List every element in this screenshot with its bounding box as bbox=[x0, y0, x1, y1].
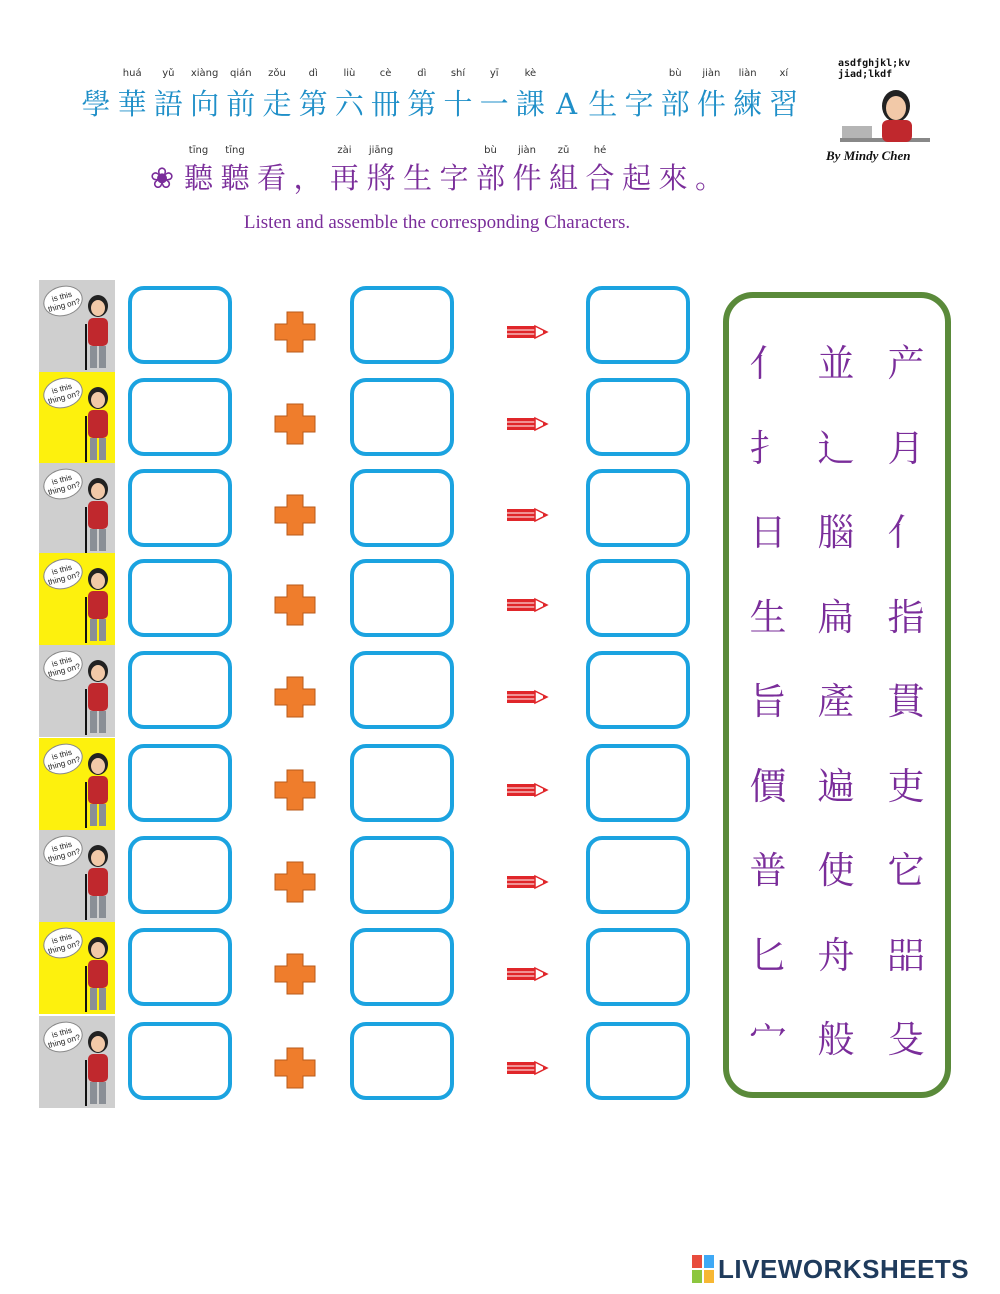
pinyin-label: liàn bbox=[738, 68, 757, 79]
subtitle-char: 組 bbox=[548, 161, 578, 195]
subtitle-char: 將 bbox=[366, 161, 396, 195]
pencil-icon bbox=[507, 1060, 549, 1076]
plus-icon bbox=[273, 768, 317, 812]
speech-bubble: is this thing on? bbox=[40, 1017, 86, 1056]
pinyin-label: zǒu bbox=[268, 68, 286, 79]
draggable-component[interactable]: 殳 bbox=[887, 1018, 925, 1061]
audio-play-button[interactable] bbox=[39, 645, 115, 737]
subtitle-char: 來 bbox=[658, 161, 688, 195]
speech-bubble: is this thing on? bbox=[40, 464, 86, 503]
component-box-2[interactable] bbox=[350, 836, 454, 914]
component-box-2[interactable] bbox=[350, 559, 454, 637]
component-box-1[interactable] bbox=[128, 651, 232, 729]
component-box-2[interactable] bbox=[350, 286, 454, 364]
draggable-component[interactable]: 舟 bbox=[817, 933, 855, 977]
pinyin-label: tīng bbox=[188, 145, 209, 156]
subtitle-char: 看 bbox=[256, 161, 286, 195]
pinyin-label: kè bbox=[524, 68, 537, 79]
pinyin-label: cè bbox=[379, 68, 392, 79]
audio-play-button[interactable] bbox=[39, 463, 115, 555]
draggable-component[interactable]: 吏 bbox=[887, 764, 925, 808]
draggable-component[interactable]: 亻 bbox=[887, 511, 925, 554]
subtitle-char: ， bbox=[293, 161, 323, 195]
component-box-2[interactable] bbox=[350, 469, 454, 547]
title-char: 向 bbox=[190, 87, 220, 121]
subtitle-char: 聽 bbox=[220, 161, 250, 195]
title-char: 語 bbox=[153, 87, 183, 121]
title-char: 字 bbox=[624, 87, 654, 121]
component-box-2[interactable] bbox=[350, 928, 454, 1006]
answer-box[interactable] bbox=[586, 836, 690, 914]
title-char: 課 bbox=[515, 87, 545, 121]
plus-icon bbox=[273, 860, 317, 904]
draggable-component[interactable]: 扌 bbox=[749, 426, 787, 470]
draggable-component[interactable]: 辶 bbox=[817, 426, 855, 470]
title-char: A bbox=[556, 87, 578, 121]
pinyin-label: yǔ bbox=[162, 68, 175, 79]
title-char: 習 bbox=[769, 87, 799, 121]
speaker-avatar-icon bbox=[84, 752, 112, 828]
pinyin-label: bù bbox=[484, 145, 497, 156]
footer-brand: LIVEWORKSHEETS bbox=[718, 1253, 970, 1284]
instruction-english: Listen and assemble the corresponding Characters. bbox=[243, 212, 631, 233]
draggable-component[interactable]: 腦 bbox=[817, 511, 855, 554]
pencil-icon bbox=[507, 966, 549, 982]
worksheet-row bbox=[0, 830, 720, 920]
worksheet-row bbox=[0, 280, 720, 370]
liveworksheets-logo-icon bbox=[692, 1255, 714, 1283]
subtitle-char: 生 bbox=[402, 161, 432, 195]
title-char: 練 bbox=[733, 87, 763, 121]
speech-bubble: is this thing on? bbox=[40, 739, 86, 778]
draggable-component[interactable]: 亻 bbox=[749, 342, 787, 385]
audio-play-button[interactable] bbox=[39, 280, 115, 372]
pinyin-label: dì bbox=[417, 68, 427, 79]
component-box-1[interactable] bbox=[128, 286, 232, 364]
plus-icon bbox=[273, 1046, 317, 1090]
speaker-avatar-icon bbox=[84, 844, 112, 920]
worksheet-row bbox=[0, 553, 720, 643]
speaker-avatar-icon bbox=[84, 477, 112, 553]
component-box-1[interactable] bbox=[128, 378, 232, 456]
plus-icon bbox=[273, 310, 317, 354]
component-box-2[interactable] bbox=[350, 651, 454, 729]
speaker-avatar-icon bbox=[84, 936, 112, 1012]
draggable-component[interactable]: 扁 bbox=[817, 595, 855, 639]
speaker-avatar-icon bbox=[84, 294, 112, 370]
speaker-avatar-icon bbox=[84, 386, 112, 462]
speaker-avatar-icon bbox=[84, 567, 112, 643]
worksheet-row bbox=[0, 922, 720, 1012]
speech-bubble: is this thing on? bbox=[40, 646, 86, 685]
speech-bubble: is this thing on? bbox=[40, 281, 86, 320]
pencil-icon bbox=[507, 782, 549, 798]
worksheet-row bbox=[0, 463, 720, 553]
worksheet-row bbox=[0, 372, 720, 462]
pinyin-label: liù bbox=[343, 68, 356, 79]
pinyin-label: hé bbox=[593, 145, 607, 156]
title-char: 生 bbox=[588, 87, 618, 121]
component-box-2[interactable] bbox=[350, 1022, 454, 1100]
pinyin-label: tīng bbox=[225, 145, 245, 156]
pinyin-label: bù bbox=[668, 68, 682, 79]
title-char: 學 bbox=[81, 87, 111, 121]
subtitle-char: 聽 bbox=[183, 161, 213, 195]
answer-box[interactable] bbox=[586, 1022, 690, 1100]
title-char: 走 bbox=[262, 87, 292, 121]
draggable-component[interactable]: 使 bbox=[817, 849, 855, 892]
draggable-component[interactable]: 普 bbox=[749, 849, 787, 892]
subtitle-char: 再 bbox=[329, 161, 359, 195]
pinyin-label: jiàn bbox=[702, 68, 721, 79]
component-box-2[interactable] bbox=[350, 378, 454, 456]
title-char: 前 bbox=[226, 87, 256, 121]
draggable-component[interactable]: 產 bbox=[817, 680, 855, 723]
draggable-component[interactable]: 㗊 bbox=[887, 933, 925, 977]
pencil-icon bbox=[507, 689, 549, 705]
answer-box[interactable] bbox=[586, 744, 690, 822]
speech-bubble: is this thing on? bbox=[40, 373, 86, 412]
audio-play-button[interactable] bbox=[39, 372, 115, 464]
pinyin-label: zǔ bbox=[557, 145, 570, 156]
audio-play-button[interactable] bbox=[39, 553, 115, 645]
pencil-icon bbox=[507, 507, 549, 523]
answer-box[interactable] bbox=[586, 286, 690, 364]
draggable-component[interactable]: 生 bbox=[749, 595, 787, 639]
plus-icon bbox=[273, 493, 317, 537]
speech-bubble: is this thing on? bbox=[40, 554, 86, 593]
draggable-component[interactable]: 宀 bbox=[749, 1018, 787, 1061]
speech-bubble: is this thing on? bbox=[40, 923, 86, 962]
audio-play-button[interactable] bbox=[39, 1016, 115, 1108]
draggable-component[interactable]: 般 bbox=[817, 1018, 855, 1061]
title-char: 華 bbox=[117, 87, 147, 121]
answer-box[interactable] bbox=[586, 559, 690, 637]
title-char: 件 bbox=[696, 87, 726, 121]
pinyin-label: dì bbox=[308, 68, 318, 79]
component-box-1[interactable] bbox=[128, 559, 232, 637]
plus-icon bbox=[273, 583, 317, 627]
pinyin-label: shí bbox=[450, 68, 466, 79]
speaker-avatar-icon bbox=[84, 1030, 112, 1106]
component-box-1[interactable] bbox=[128, 469, 232, 547]
title-char: 一 bbox=[479, 87, 509, 121]
pinyin-label: jiàn bbox=[517, 145, 537, 156]
draggable-component[interactable]: 它 bbox=[887, 849, 925, 892]
pencil-icon bbox=[507, 416, 549, 432]
plus-icon bbox=[273, 952, 317, 996]
worksheet-row bbox=[0, 645, 720, 735]
draggable-component[interactable]: 遍 bbox=[817, 764, 855, 808]
worksheet-row bbox=[0, 738, 720, 828]
component-box-1[interactable] bbox=[128, 1022, 232, 1100]
plus-icon bbox=[273, 675, 317, 719]
draggable-component[interactable]: 旨 bbox=[749, 680, 787, 723]
pinyin-label: yī bbox=[489, 68, 499, 79]
title-char: 第 bbox=[407, 87, 437, 121]
pinyin-label: huá bbox=[122, 68, 142, 79]
speech-bubble: is this thing on? bbox=[40, 831, 86, 870]
title-char: 六 bbox=[334, 87, 364, 121]
draggable-component[interactable]: 指 bbox=[887, 595, 925, 639]
draggable-component[interactable]: 产 bbox=[887, 342, 925, 385]
audio-play-button[interactable] bbox=[39, 830, 115, 922]
subtitle-char: 件 bbox=[512, 161, 542, 195]
draggable-component[interactable]: 匕 bbox=[749, 933, 787, 977]
component-box-1[interactable] bbox=[128, 744, 232, 822]
pencil-icon bbox=[507, 597, 549, 613]
pinyin-label: xí bbox=[779, 68, 789, 79]
worksheet-row bbox=[0, 1016, 720, 1106]
pinyin-label: jiāng bbox=[368, 145, 394, 156]
component-box-1[interactable] bbox=[128, 928, 232, 1006]
liveworksheets-footer bbox=[692, 1252, 969, 1286]
audio-play-button[interactable] bbox=[39, 738, 115, 830]
pinyin-label: xiàng bbox=[190, 68, 219, 79]
title-char: 冊 bbox=[371, 87, 401, 121]
answer-box[interactable] bbox=[586, 928, 690, 1006]
answer-box[interactable] bbox=[586, 469, 690, 547]
answer-box[interactable] bbox=[586, 651, 690, 729]
audio-play-button[interactable] bbox=[39, 922, 115, 1014]
pinyin-label: zài bbox=[337, 145, 352, 156]
title-char: 第 bbox=[298, 87, 328, 121]
title-char: 十 bbox=[443, 87, 473, 121]
draggable-component[interactable]: 並 bbox=[817, 342, 855, 385]
subtitle-char: 。 bbox=[694, 161, 724, 195]
pencil-icon bbox=[507, 874, 549, 890]
pinyin-label: qián bbox=[230, 68, 252, 79]
title-char: 部 bbox=[660, 87, 690, 121]
plus-icon bbox=[273, 402, 317, 446]
author-avatar-icon bbox=[838, 86, 934, 146]
draggable-component[interactable]: 價 bbox=[749, 764, 787, 808]
subtitle-char: ❀ bbox=[149, 161, 175, 195]
subtitle-char: 部 bbox=[475, 161, 505, 195]
speaker-avatar-icon bbox=[84, 659, 112, 735]
draggable-component[interactable]: 日 bbox=[749, 511, 787, 554]
author-byline: By Mindy Chen bbox=[826, 148, 911, 163]
answer-box[interactable] bbox=[586, 378, 690, 456]
subtitle-char: 合 bbox=[585, 161, 615, 195]
logo-text: asdfghjkl;kvjiad;lkdf bbox=[838, 58, 911, 80]
component-box-2[interactable] bbox=[350, 744, 454, 822]
draggable-component[interactable]: 貫 bbox=[887, 680, 925, 723]
draggable-component[interactable]: 月 bbox=[887, 426, 925, 470]
component-box-1[interactable] bbox=[128, 836, 232, 914]
subtitle-char: 起 bbox=[621, 161, 651, 195]
pencil-icon bbox=[507, 324, 549, 340]
subtitle-char: 字 bbox=[439, 161, 469, 195]
